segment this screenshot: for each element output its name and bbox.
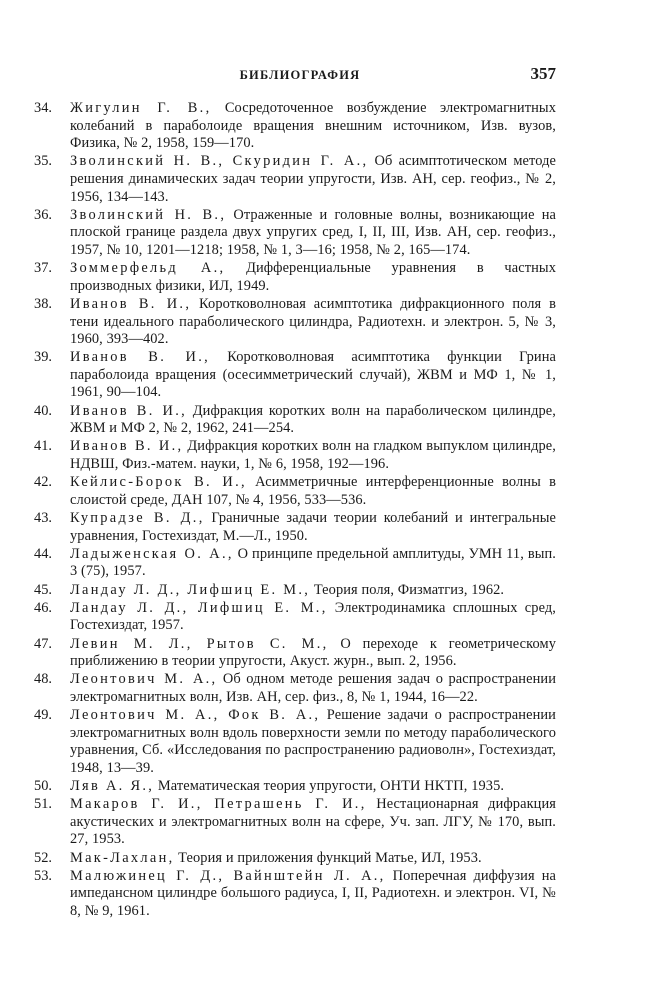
running-title: БИБЛИОГРАФИЯ xyxy=(239,68,361,82)
entry-text: Теория поля, Физматгиз, 1962. xyxy=(310,581,505,598)
entry-number: 37. xyxy=(34,260,52,277)
bibliography-entry xyxy=(34,796,556,849)
entry-number: 53. xyxy=(34,867,52,884)
entry-author: Иванов В. И., xyxy=(70,295,192,312)
bibliography-entry xyxy=(34,636,556,671)
entry-text: О принципе предельной амплитуды, УМН 11, вып. 3 (75), 1957. xyxy=(70,545,556,580)
entry-number: 36. xyxy=(34,206,52,223)
entry-number: 48. xyxy=(34,671,52,688)
bibliography-entry xyxy=(34,438,556,473)
entry-author: Кейлис-Борок В. И., xyxy=(70,474,247,491)
bibliography-entry xyxy=(34,474,556,509)
bibliography-entry xyxy=(34,850,556,868)
entry-number: 47. xyxy=(34,635,52,652)
entry-text: Коротковолновая асимптотика дифракционного поля в тени идеального параболического цилиндра, Радиотехн. и электрон. 5, № 3, 1960, 393—402. xyxy=(70,295,556,348)
entry-author: Иванов В. И., xyxy=(70,438,184,455)
entry-author: Ладыженская О. А., xyxy=(70,545,234,562)
entry-author: Зволинский Н. В., Скуридин Г. А., xyxy=(70,153,369,170)
entry-text: Решение задачи о распространении электромагнитных волн вдоль поверхности земли по методу параболического уравнения, Сб. «Исследования по распространению радиоволн», Гостехиздат, 1948, 13—39. xyxy=(70,707,556,776)
bibliography-entry xyxy=(34,707,556,777)
entry-number: 39. xyxy=(34,349,52,366)
bibliography-entry xyxy=(34,296,556,349)
bibliography-entry xyxy=(34,207,556,260)
entry-text: Дифракция коротких волн на гладком выпуклом цилиндре, НДВШ, Физ.-матем. науки, 1, № 6, 1958, 192—196. xyxy=(70,438,556,473)
entry-author: Купрадзе В. Д., xyxy=(70,510,205,526)
entry-author: Леонтович М. А., xyxy=(70,671,218,688)
entry-text: Коротковолновая асимптотика функции Грина параболоида вращения (осесимметрический случай), ЖВМ и МФ 1, № 1, 1961, 90—104. xyxy=(70,349,556,401)
page-number: 357 xyxy=(530,64,556,83)
entry-number: 52. xyxy=(34,849,52,866)
entry-author: Ляв А. Я., xyxy=(70,778,155,795)
entry-text: Граничные задачи теории колебаний и интегральные уравнения, Гостехиздат, М.—Л., 1950. xyxy=(70,510,556,544)
entry-author: Леонтович М. А., Фок В. А., xyxy=(70,707,321,724)
entry-number: 51. xyxy=(34,796,52,813)
entry-number: 38. xyxy=(34,295,52,312)
entry-text: Поперечная диффузия на импедансном цилиндре большого радиуса, I, II, Радиотехн. и электрон. VI, № 8, № 9, 1961. xyxy=(70,867,556,919)
entry-text: Асимметричные интерференционные волны в слоистой среде, ДАН 107, № 4, 1956, 533—536. xyxy=(70,474,556,508)
entry-number: 50. xyxy=(34,778,52,795)
entry-text: Отраженные и головные волны, возникающие на плоской границе раздела двух упругих сред, I, II, III, Изв. АН, сер. геофиз., 1957, № 10, 1201—1218; 1958, № 1, 3—16; 1958, № 2, 165—174. xyxy=(70,206,556,258)
bibliography-entry xyxy=(34,778,556,796)
entry-text: Об одном методе решения задач о распространении электромагнитных волн, Изв. АН, сер. физ., 8, № 1, 1944, 16—22. xyxy=(70,671,556,705)
entry-number: 42. xyxy=(34,474,52,491)
entry-author: Малюжинец Г. Д., Вайнштейн Л. А., xyxy=(70,867,386,884)
entry-number: 34. xyxy=(34,100,52,116)
entry-author: Иванов В. И., xyxy=(70,349,210,366)
entry-text: Теория и приложения функций Матье, ИЛ, 1953. xyxy=(174,849,482,866)
bibliography-entry xyxy=(34,582,556,600)
entry-author: Мак-Лахлан, xyxy=(70,849,175,866)
entry-author: Жигулин Г. В., xyxy=(70,100,212,116)
bibliography-entry xyxy=(34,868,556,921)
bibliography-entry xyxy=(34,510,556,545)
entry-text: Нестационарная дифракция акустических и электромагнитных волн на сфере, Уч. зап. ЛГУ, № 170, вып. 27, 1953. xyxy=(70,796,556,848)
bibliography-list xyxy=(34,100,556,921)
entry-author: Зоммерфельд А., xyxy=(70,260,226,277)
entry-author: Иванов В. И., xyxy=(70,402,188,419)
entry-text: Дифракция коротких волн на параболическом цилиндре, ЖВМ и МФ 2, № 2, 1962, 241—254. xyxy=(70,402,556,437)
entry-text: Сосредоточенное возбуждение электромагнитных колебаний в параболоиде вращения внешним источником, Изв. вузов, Физика, № 2, 1958, 159—170. xyxy=(70,100,556,152)
bibliography-entry xyxy=(34,153,556,206)
bibliography-entry xyxy=(34,260,556,295)
bibliography-entry xyxy=(34,349,556,402)
bibliography-entry xyxy=(34,600,556,635)
entry-author: Ландау Л. Д., Лифшиц Е. М., xyxy=(70,599,328,616)
entry-author: Макаров Г. И., Петрашень Г. И., xyxy=(70,796,367,813)
entry-author: Зволинский Н. В., xyxy=(70,206,227,223)
entry-number: 49. xyxy=(34,707,52,724)
entry-text: О переходе к геометрическому приближению в теории упругости, Акуст. журн., вып. 2, 1956. xyxy=(70,635,557,670)
entry-text: Электродинамика сплошных сред, Гостехиздат, 1957. xyxy=(70,599,556,634)
entry-number: 44. xyxy=(34,545,52,562)
bibliography-entry xyxy=(34,100,556,153)
bibliography-entry xyxy=(34,403,556,438)
entry-number: 41. xyxy=(34,438,52,455)
entry-author: Ландау Л. Д., Лифшиц Е. М., xyxy=(70,581,311,598)
entry-number: 43. xyxy=(34,510,52,526)
entry-text: Математическая теория упругости, ОНТИ НКТП, 1935. xyxy=(154,778,505,795)
entry-number: 40. xyxy=(34,402,52,419)
bibliography-entry xyxy=(34,546,556,581)
entry-number: 35. xyxy=(34,153,52,170)
page-header xyxy=(0,64,652,88)
entry-number: 45. xyxy=(34,581,52,598)
bibliography-entry xyxy=(34,671,556,706)
entry-number: 46. xyxy=(34,599,52,616)
entry-text: Об асимптотическом методе решения динамических задач теории упругости, Изв. АН, сер. геофиз., № 2, 1956, 134—143. xyxy=(70,153,557,205)
entry-text: Дифференциальные уравнения в частных производных физики, ИЛ, 1949. xyxy=(70,260,556,294)
entry-author: Левин М. Л., Рытов С. М., xyxy=(70,635,329,652)
